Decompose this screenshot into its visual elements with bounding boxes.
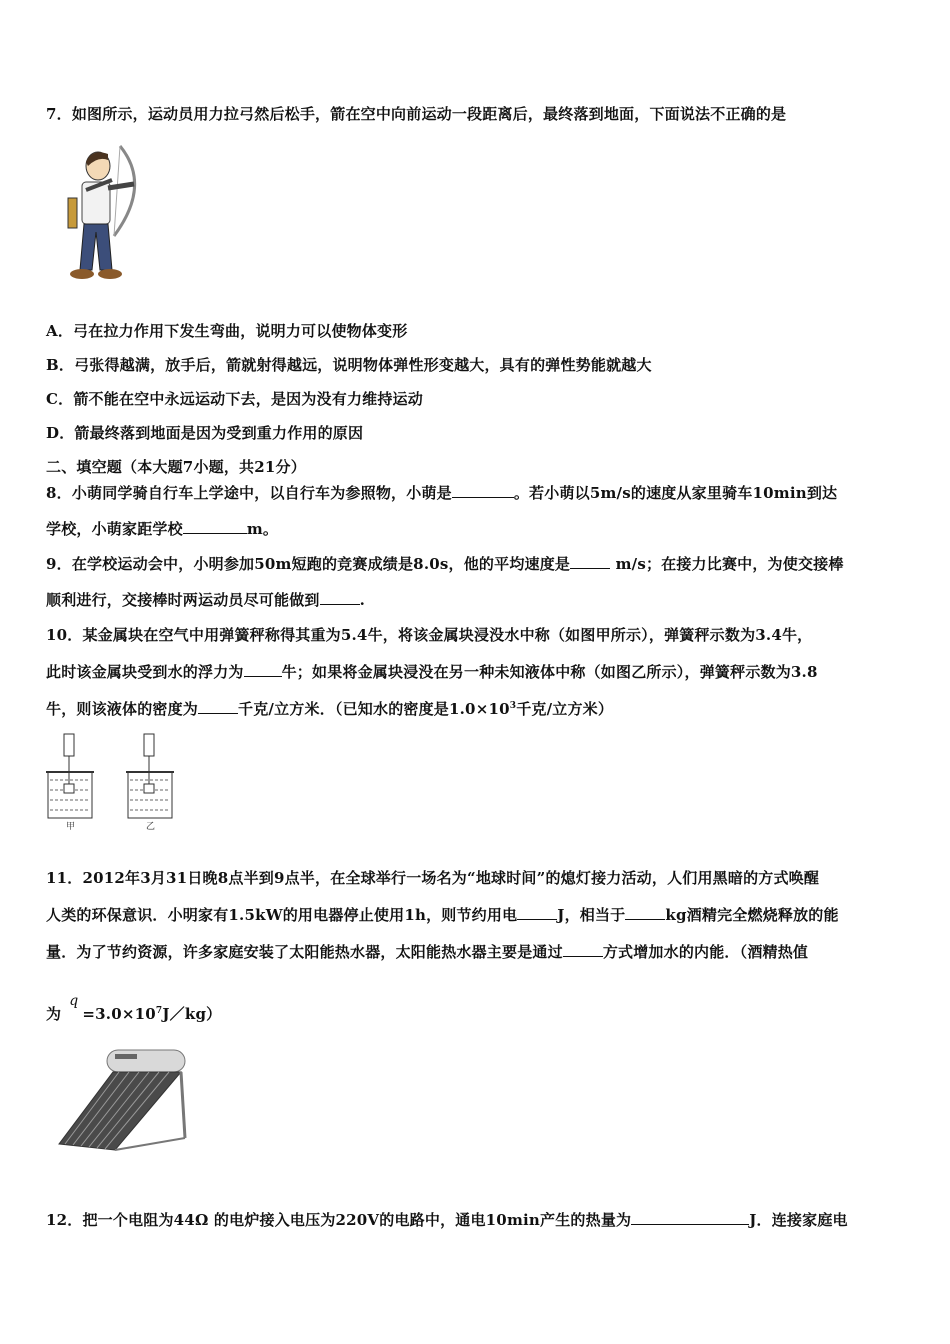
q7-option-d: D．箭最终落到地面是因为受到重力作用的原因	[46, 424, 364, 442]
spring-scale-figure	[44, 732, 194, 832]
q9-blank2	[320, 590, 360, 605]
q10-line1: 10．某金属块在空气中用弹簧秤称得其重为5.4牛，将该金属块浸没水中称（如图甲所示），弹簧秤示数为3.4牛，	[46, 626, 813, 644]
q11-text: kg酒精完全燃烧释放的能	[665, 906, 839, 924]
q11-blank3	[563, 942, 603, 957]
q10-text: 千克/立方米．（已知水的密度是1.0×10	[238, 700, 510, 718]
q8-text: 学校，小萌家距学校	[46, 520, 183, 538]
q9-text: 顺利进行，交接棒时两运动员尽可能做到	[46, 591, 320, 609]
q10-text: 牛；如果将金属块浸没在另一种未知液体中称（如图乙所示），弹簧秤示数为3.8	[281, 663, 818, 681]
section-title: 二、填空题（本大题7小题，共21分）	[46, 458, 306, 476]
solar-water-heater-figure	[55, 1046, 190, 1156]
archer-figure	[52, 140, 162, 285]
q9-text: 9．在学校运动会中，小明参加50m短跑的竞赛成绩是8.0s，他的平均速度是	[46, 555, 571, 573]
q10-blank1	[244, 662, 282, 677]
q10-text: 千克/立方米）	[516, 700, 614, 718]
q11-text: J，相当于	[557, 906, 626, 924]
q10-line2	[46, 661, 818, 682]
q10-sup: 3	[509, 701, 517, 711]
q11-text: 方式增加水的内能．（酒精热值	[602, 943, 809, 961]
q11-text: J／kg）	[162, 1005, 222, 1023]
q12-text: 12．把一个电阻为44Ω 的电炉接入电压为220V的电路中，通电10min产生的热量为	[46, 1211, 632, 1229]
figure-b	[126, 734, 174, 818]
q11-sup: 7	[155, 1006, 163, 1016]
q8-text: 8．小萌同学骑自行车上学途中，以自行车为参照物，小萌是	[46, 484, 452, 502]
q11-text: =3.0×10	[82, 1005, 156, 1023]
q8-blank2	[183, 519, 247, 534]
q11-line1: 11．2012年3月31日晚8点半到9点半，在全球举行一场名为“地球时间”的熄灯接力活动，人们用黑暗的方式唤醒	[46, 869, 820, 887]
q7-option-a: A．弓在拉力作用下发生弯曲，说明力可以使物体变形	[46, 322, 408, 340]
q10-line3	[46, 698, 613, 719]
q11-text: 为	[46, 1005, 62, 1023]
q8-blank1	[452, 483, 514, 498]
q7-stem: 7．如图所示，运动员用力拉弓然后松手，箭在空中向前运动一段距离后，最终落到地面，下面说法不正确的是	[46, 105, 787, 123]
q10-blank2	[198, 699, 238, 714]
q11-line2	[46, 904, 839, 925]
q10-text: 牛，则该液体的密度为	[46, 700, 199, 718]
figure-label-b: 乙	[146, 822, 156, 832]
q11-variable: q	[69, 993, 79, 1009]
q7-option-c: C．箭不能在空中永远运动下去，是因为没有力维持运动	[46, 390, 423, 408]
q9-line1	[46, 553, 844, 574]
q8-text: 。若小萌以5m/s的速度从家里骑车10min到达	[513, 484, 838, 502]
q8-line1	[46, 482, 837, 503]
q10-text: 此时该金属块受到水的浮力为	[46, 663, 244, 681]
q11-text: 人类的环保意识．小明家有1.5kW的用电器停止使用1h，则节约用电	[46, 906, 518, 924]
q11-blank2	[625, 905, 665, 920]
q9-text: .	[359, 591, 366, 609]
q8-text: m。	[246, 520, 279, 538]
figure-a	[46, 734, 94, 818]
q11-blank1	[517, 905, 557, 920]
q7-option-b: B．弓张得越满，放手后，箭就射得越远，说明物体弹性形变越大，具有的弹性势能就越大	[46, 356, 652, 374]
q12-text: J．连接家庭电	[749, 1211, 848, 1229]
q9-line2	[46, 589, 365, 610]
q11-line3	[46, 941, 808, 962]
q12-blank1	[631, 1210, 749, 1225]
figure-label-a: 甲	[66, 822, 76, 832]
q8-line2	[46, 518, 278, 539]
q9-text: m/s；在接力比赛中，为使交接棒	[610, 555, 844, 573]
q11-text: 量．为了节约资源，许多家庭安装了太阳能热水器，太阳能热水器主要是通过	[46, 943, 563, 961]
q12-line1	[46, 1209, 848, 1230]
q9-blank1	[570, 554, 610, 569]
q11-line4	[46, 993, 222, 1024]
